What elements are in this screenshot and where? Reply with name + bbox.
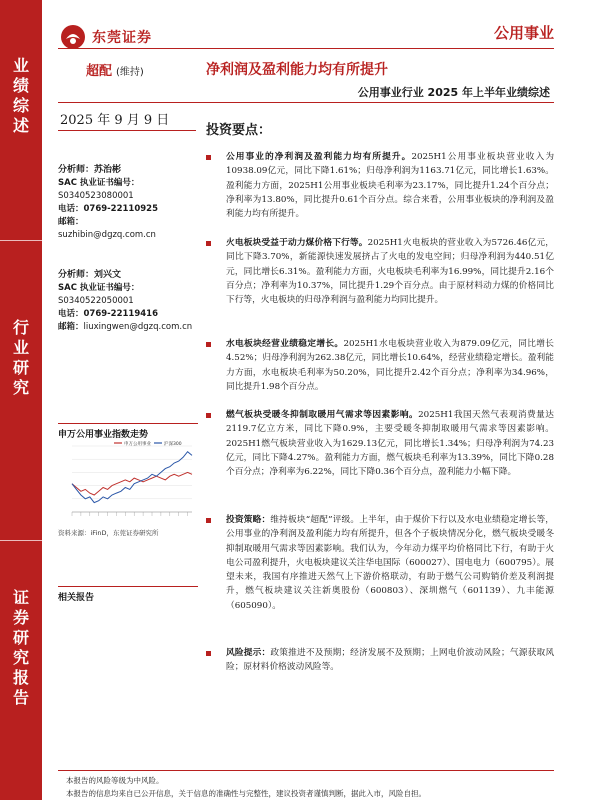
key-point <box>206 408 554 479</box>
bullet-icon <box>206 342 211 347</box>
bullet-icon <box>206 518 211 523</box>
logo-text: 东莞证券 <box>92 30 152 46</box>
key-point <box>206 646 554 675</box>
analyst-email-label: 邮箱： <box>58 217 84 227</box>
key-point-text: 政策推进不及预期；经济发展不及预期；上网电价波动风险；气源获取风险；原材料价格波动风险等。 <box>226 648 555 673</box>
header-divider <box>58 48 554 49</box>
side-label-2: 行 业 研 究 <box>12 318 29 397</box>
key-point <box>206 236 554 307</box>
chart-title: 申万公用事业指数走势 <box>58 423 198 440</box>
logo-emblem-icon <box>60 24 86 50</box>
analyst-cert: S0340522050001 <box>58 296 134 306</box>
key-point <box>206 513 554 613</box>
key-point-text: 维持板块“超配”评级。上半年，由于煤价下行以及水电业绩稳定增长等，公用事业的净利润及盈利能力均有所提升，但各个子板块情况分化，燃气板块受暖冬抑制取暖用气需求等因素影响。我们认为，今年动力煤平均价格同比下行，有助于火电公司盈利提升，火电板块建议关注华电国际（600027）、国电电力（600795）。展望未来，我国有序推进天然气上下游价格联动，有助于燃气公司购销价差及利润提升，燃气板块建议关注新奥股份（600803）、深圳燃气（601139）、九丰能源（605090）。 <box>226 515 554 611</box>
report-subtitle: 公用事业行业 2025 年上半年业绩综述 <box>357 86 550 99</box>
report-headline: 净利润及盈利能力均有所提升 <box>206 62 388 78</box>
analyst-cert-label: SAC 执业证书编号： <box>58 283 140 293</box>
side-label-1: 业 绩 综 述 <box>12 56 29 135</box>
key-point-lead: 公用事业的净利润及盈利能力均有所提升。 <box>226 152 412 162</box>
analyst-email[interactable]: suzhibin@dgzq.com.cn <box>58 230 156 240</box>
key-point <box>206 337 554 394</box>
chart-legend-label: 沪深300 <box>164 442 182 447</box>
key-point-lead: 水电板块经营业绩稳定增长。 <box>226 339 344 349</box>
key-point-text: 2025H1公用事业板块营业收入为10938.09亿元，同比下降1.61%；归母净利润为1163.71亿元，同比增长1.63%。盈利能力方面，2025H1公用事业板块毛利率为23.17%，同比提升1.24个百分点；净利率为13.80%，同比提升0.61个百分点。综合来看，公用事业板块的净利润及盈利能力均有所提升。 <box>226 152 555 220</box>
footer-risk-level: 本报告的风险等级为中风险。 <box>66 776 164 785</box>
chart-source: 资料来源：iFinD，东莞证券研究所 <box>58 529 159 537</box>
analyst-email-row <box>58 321 192 334</box>
key-point <box>206 150 554 221</box>
key-points-title: 投资要点： <box>206 123 272 138</box>
analyst-card <box>58 164 158 242</box>
chart-legend-label: 申万公用事业 <box>124 442 151 447</box>
rating-value: 超配 <box>86 64 113 79</box>
key-point-text: 2025H1火电板块的营业收入为5726.46亿元，同比下降3.70%，新能源快速发展挤占了火电的发电空间；归母净利润为440.51亿元，同比增长6.31%。盈利能力方面，火电板块毛利率为16.99%，同比提升2.16个百分点；净利率为10.37%，同比提升1.29个百分点。由于原材料动力煤的价格同比下行等，火电板块的归母净利润与盈利能力均同比提升。 <box>226 238 554 306</box>
key-point-text: 2025H1水电板块营业收入为879.09亿元，同比增长4.52%；归母净利润为262.38亿元，同比增长10.64%，经营业绩稳定增长。盈利能力方面，水电板块毛利率为50.20%，同比提升2.42个百分点；净利率为34.96%，同比提升1.98个百分点。 <box>226 339 554 392</box>
key-point-text: 2025H1我国天然气表观消费量达2119.7亿立方米，同比下降0.9%，主要受暖冬抑制取暖用气需求等因素影响。2025H1燃气板块营业收入为1629.13亿元，同比增长1.34%；归母净利润为74.23亿元，同比下降4.27%。盈利能力方面，燃气板块毛利率为13.39%，同比下降0.28个百分点；净利率为6.22%，同比下降0.36个百分点，盈利能力小幅下降。 <box>226 410 554 478</box>
key-point-lead: 投资策略： <box>226 515 271 525</box>
footer-divider <box>58 770 554 771</box>
analyst-cert: S0340523080001 <box>58 191 134 201</box>
side-divider <box>0 540 42 541</box>
date-divider <box>58 130 196 131</box>
bullet-icon <box>206 413 211 418</box>
analyst-card <box>58 269 192 334</box>
bullet-icon <box>206 241 211 246</box>
chart-series-line <box>72 472 192 495</box>
analyst-email[interactable]: liuxingwen@dgzq.com.cn <box>83 322 193 332</box>
subtitle-divider <box>58 102 554 103</box>
analyst-name: 分析师：刘兴文 <box>58 270 122 280</box>
key-point-lead: 火电板块受益于动力煤价格下行等。 <box>226 238 368 248</box>
rating <box>86 60 144 79</box>
side-divider <box>0 240 42 241</box>
analyst-name: 分析师：苏治彬 <box>58 165 122 175</box>
related-reports-title: 相关报告 <box>58 586 198 603</box>
bullet-icon <box>206 651 211 656</box>
rating-note: (维持) <box>116 67 144 78</box>
side-label-3: 证 券 研 究 报 告 <box>12 588 29 707</box>
key-point-lead: 风险提示： <box>226 648 271 658</box>
report-date: 2025 年 9 月 9 日 <box>60 113 170 128</box>
analyst-phone: 电话：0769-22110925 <box>58 204 158 214</box>
key-point-lead: 燃气板块受暖冬抑制取暖用气需求等因素影响。 <box>226 410 419 420</box>
sector-label: 公用事业 <box>493 24 554 42</box>
analyst-email-label: 邮箱： <box>58 322 84 332</box>
index-line-chart <box>58 438 198 528</box>
analyst-cert-label: SAC 执业证书编号： <box>58 178 140 188</box>
bullet-icon <box>206 155 211 160</box>
footer-disclaimer: 本报告的信息均来自已公开信息，关于信息的准确性与完整性，建议投资者谨慎判断，据此入市，风险自担。 <box>66 789 426 798</box>
analyst-phone: 电话：0769-22119416 <box>58 309 158 319</box>
